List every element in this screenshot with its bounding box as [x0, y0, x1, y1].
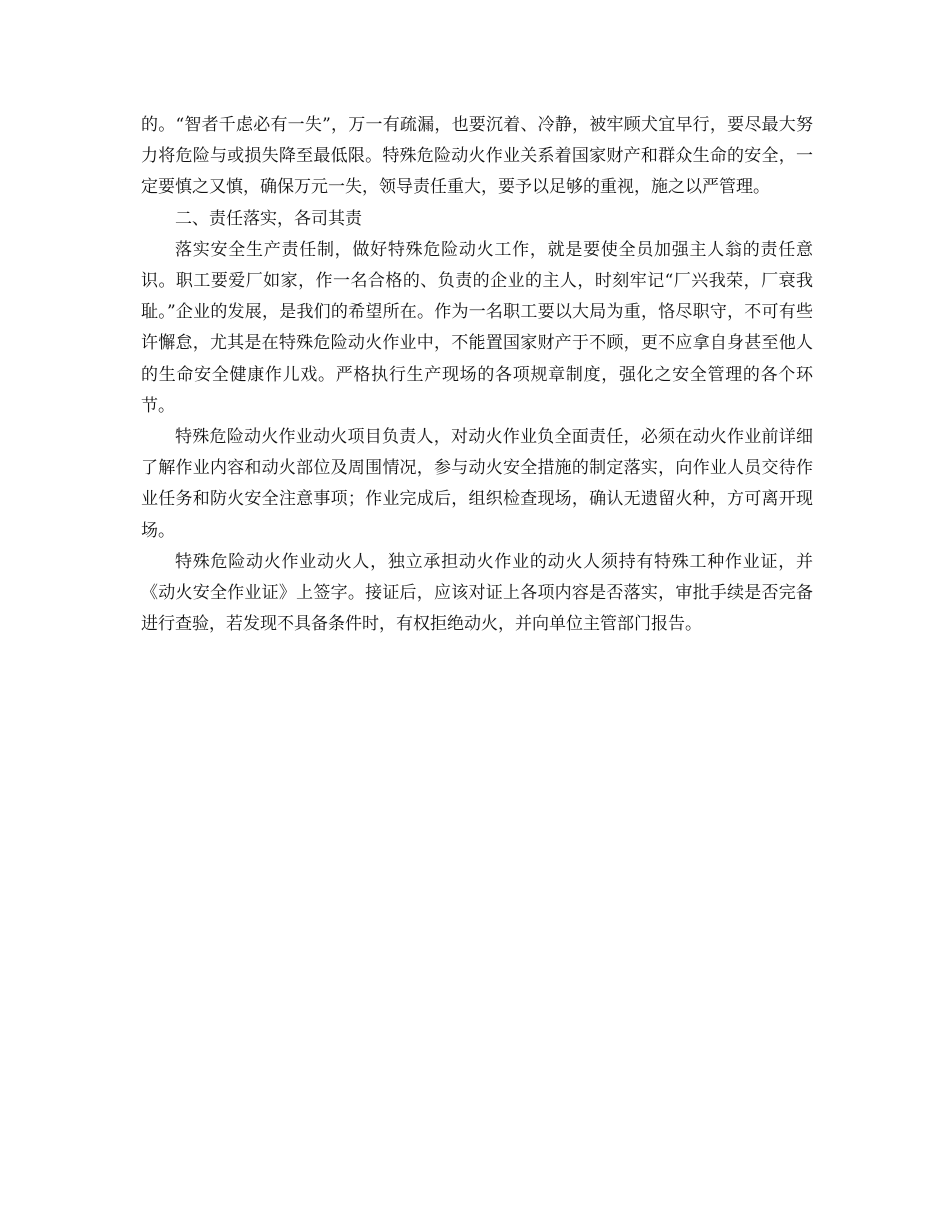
paragraph-fire-operator: 特殊危险动火作业动火人，独立承担动火作业的动火人须持有特殊工种作业证，并《动火安全作业证》上签字。接证后，应该对证上各项内容是否落实，审批手续是否完备进行查验，若发现不具备条件时，有权拒绝动火，并向单位主管部门报告。	[141, 551, 813, 635]
paragraph-continued: 的。“智者千虑必有一失”，万一有疏漏，也要沉着、冷静，被牢顾犬宜早行，要尽最大努力将危险与或损失降至最低限。特殊危险动火作业关系着国家财产和群众生命的安全，一定要慎之又慎，确保万元一失，领导责任重大，要予以足够的重视，施之以严管理。	[141, 115, 813, 198]
paragraph-responsibility-system: 落实安全生产责任制，做好特殊危险动火工作，就是要使全员加强主人翁的责任意识。职工要爱厂如家，作一名合格的、负责的企业的主人，时刻牢记“厂兴我荣，厂衰我耻。”企业的发展，是我们的希望所在。作为一名职工要以大局为重，恪尽职守，不可有些许懈怠，尤其是在特殊危险动火作业中，不能置国家财产于不顾，更不应拿自身甚至他人的生命安全健康作儿戏。严格执行生产现场的各项规章制度，强化之安全管理的各个环节。	[141, 239, 813, 416]
section-heading: 二、责任落实，各司其责	[175, 208, 362, 229]
paragraph-project-leader: 特殊危险动火作业动火项目负责人，对动火作业负全面责任，必须在动火作业前详细了解作业内容和动火部位及周围情况，参与动火安全措施的制定落实，向作业人员交待作业任务和防火安全注意事项；作业完成后，组织检查现场，确认无遗留火种，方可离开现场。	[141, 427, 813, 541]
document-page	[141, 110, 813, 640]
